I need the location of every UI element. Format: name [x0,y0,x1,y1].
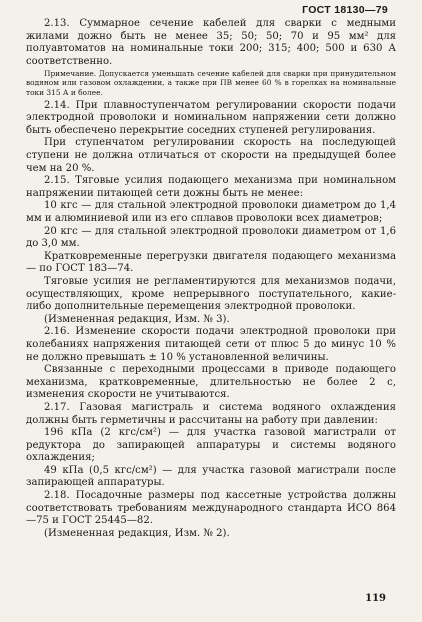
clause-2-15: 2.15. Тяговые усилия подающего механизма при номинальном напряжении питающей сети дожны быть не менее: [26,175,396,199]
clause-2-16-transient: Связанные с переходными процессами в приводе подающего механизма, кратковременные, длительностью не более 2 с, изменения скорости не учитываются. [26,364,396,401]
clause-2-14-step: При ступенчатом регулировании скорость на последующей ступени не должна отличаться от скорости на предыдущей более чем на 20 %. [26,137,396,174]
document-body [26,18,396,540]
clause-2-15-20kgf: 20 кгс — для стальной электродной проволоки диаметром от 1,6 до 3,0 мм. [26,225,396,250]
clause-2-18: 2.18. Посадочные размеры под кассетные устройства должны соответствовать требованиям международного стандарта ИСО 864—75 и ГОСТ 25445—82. [26,490,396,527]
clause-2-16: 2.16. Изменение скорости подачи электродной проволоки при колебаниях напряжения питающей сети от плюс 5 до минус 10 % не должно превышать ± 10 % установленной величины. [26,326,396,363]
clause-2-17-196kpa: 196 кПа (2 кгс/см²) — для участка газовой магистрали от редуктора до запирающей аппаратуры и системы водяного охлаждения; [26,427,396,464]
clause-2-17: 2.17. Газовая магистраль и система водяного охлаждения должны быть герметичны и рассчитаны на работу при давлении: [26,401,396,426]
standard-header: ГОСТ 18130—79 [302,4,388,16]
clause-2-17-49kpa: 49 кПа (0,5 кгс/см²) — для участка газовой магистрали после запирающей аппаратуры. [26,464,396,489]
note-2-13: Примечание. Допускается уменьшать сечение кабелей для сварки при принудительном водяном или газовом охлаждении, а также при ПВ менее 60 % в горелках на номинальные токи 315 А и более. [26,69,396,97]
amendment-3: (Измененная редакция, Изм. № 3). [44,313,230,325]
page-number: 119 [365,593,386,604]
amendment-2: (Измененная редакция, Изм. № 2). [44,527,230,539]
clause-2-13: 2.13. Суммарное сечение кабелей для сварки с медными жилами дожно быть не менее 35; 50; 50; 70 и 95 мм² для полуавтоматов на номинальные токи 200; 315; 400; 500 и 630 А соответственно. [26,18,396,67]
clause-2-15-exemption: Тяговые усилия не регламентируются для механизмов подачи, осуществляющих, кроме непрерывного поступательного, какие-либо дополнительные перемещения электродной проволоки. [26,275,396,313]
clause-2-15-10kgf: 10 кгс — для стальной электродной проволоки диаметром до 1,4 мм и алюминиевой или из его сплавов проволоки всех диаметров; [26,200,396,224]
clause-2-14: 2.14. При плавноступенчатом регулировании скорости подачи электродной проволоки и номинальном напряжении сети должно быть обеспечено перекрытие соседних ступеней регулирования. [26,99,396,136]
clause-2-15-overload: Кратковременные перегрузки двигателя подающего механизма — по ГОСТ 183—74. [26,250,396,275]
